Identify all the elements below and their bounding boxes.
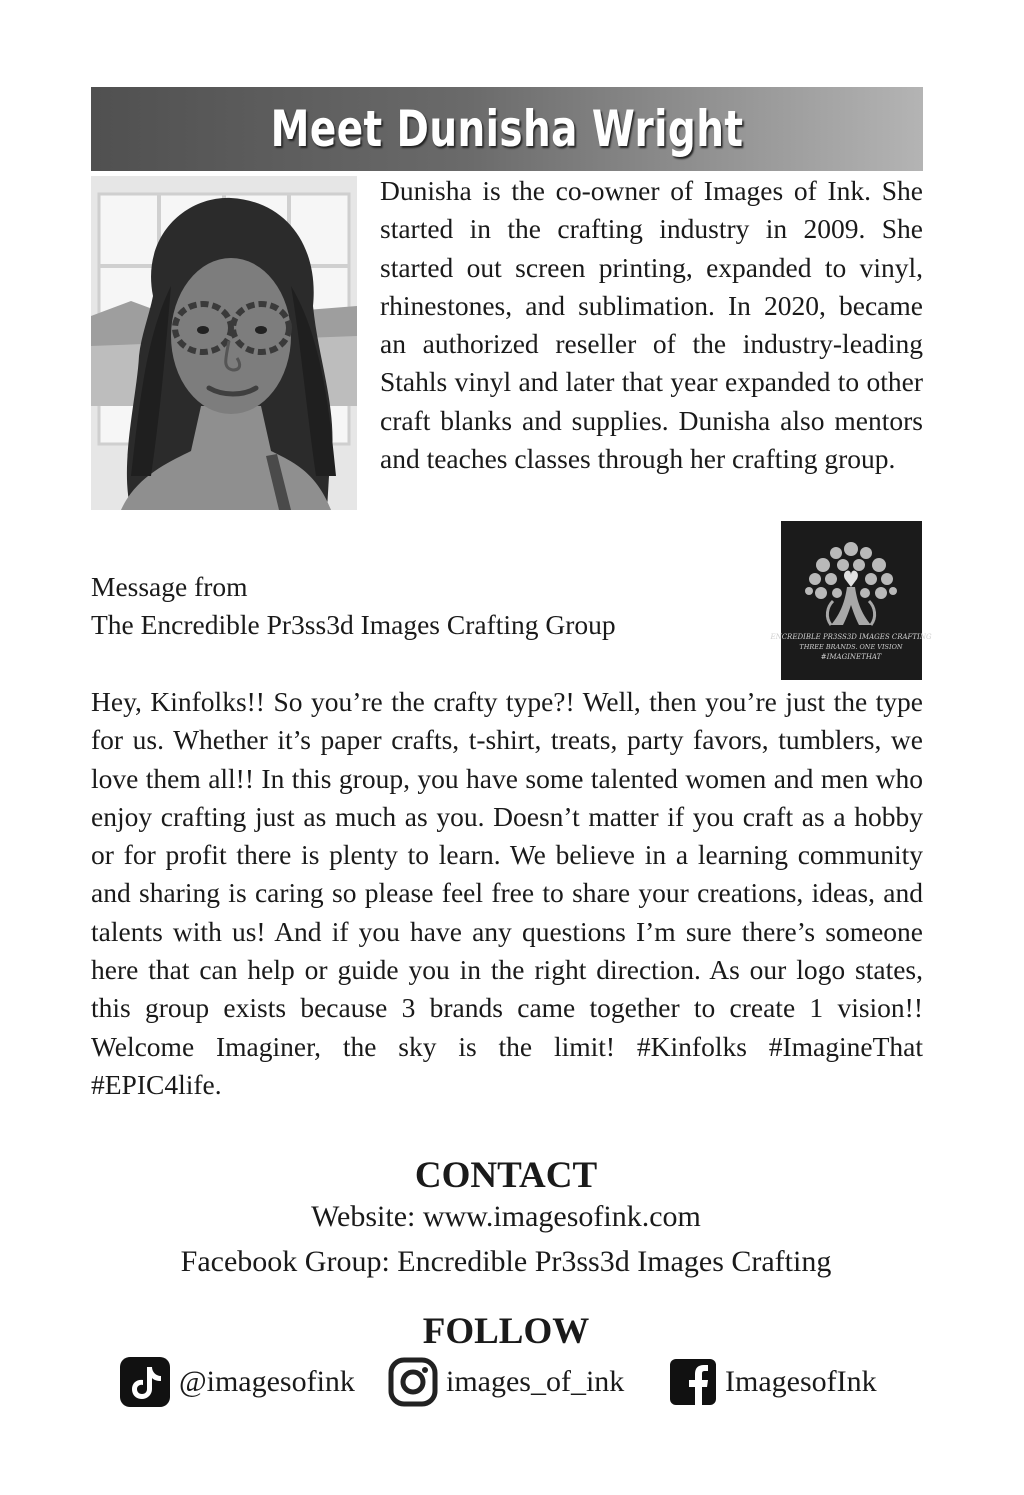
follow-heading: FOLLOW — [422, 1311, 590, 1352]
header-banner — [91, 87, 923, 171]
instagram-icon — [388, 1357, 438, 1407]
bio-paragraph: Dunisha is the co-owner of Images of Ink. She started in the crafting industry in 2009. She started out screen printing, expanded to vinyl, rhinestones, and sublimation. In 2020, became an authorized reseller of the industry-leading Stahls vinyl and later that year expanded to other craft blanks and supplies. Dunisha also mentors and teaches classes through her crafting group. — [380, 175, 923, 475]
contact-heading: CONTACT — [414, 1155, 598, 1196]
website-line[interactable]: Website: www.imagesofink.com — [311, 1200, 701, 1233]
logo-line3: #IMAGINETHAT — [820, 653, 882, 661]
facebook-handle: ImagesofInk — [725, 1365, 877, 1398]
facebook-link[interactable] — [669, 1356, 877, 1408]
portrait-illustration — [91, 176, 357, 510]
tiktok-handle: @imagesofink — [179, 1365, 355, 1398]
tiktok-link[interactable] — [119, 1356, 355, 1408]
tiktok-icon — [119, 1356, 171, 1408]
facebook-icon — [669, 1358, 717, 1406]
message-heading-line1: Message from — [91, 571, 248, 602]
message-heading-line2: The Encredible Pr3ss3d Images Crafting Group — [91, 609, 616, 641]
tree-logo-graphic — [770, 521, 932, 680]
page-title: Meet Dunisha Wright — [270, 100, 744, 158]
message-paragraph: Hey, Kinfolks!! So you’re the crafty type?! Well, then you’re just the type for us. Whether it’s paper crafts, t-shirt, treats, party favors, tumblers, we love them all!! In this group, you have some talented women and men who enjoy crafting just as much as you. Doesn’t matter if you craft as a hobby or for profit there is plenty to learn. We believe in a learning community and sharing is caring so please feel free to share your creations, ideas, and talents with us! And if you have any questions I’m sure there’s someone here that can help or guide you in the right direction. As our logo states, this group exists because 3 brands came together to create 1 vision!! Welcome Imaginer, the sky is the limit! #Kinfolks #ImagineThat #EPIC4life. — [91, 686, 923, 1100]
logo-line2: THREE BRANDS. ONE VISION — [799, 643, 903, 651]
instagram-handle: images_of_ink — [446, 1365, 625, 1398]
message-heading — [91, 568, 741, 645]
instagram-link[interactable] — [388, 1356, 624, 1408]
portrait-photo — [91, 176, 357, 510]
logo-line1: ENCREDIBLE PR3SS3D IMAGES CRAFTING — [770, 633, 932, 641]
facebook-group-line[interactable]: Facebook Group: Encredible Pr3ss3d Images Crafting — [180, 1245, 832, 1278]
group-logo — [770, 521, 932, 680]
